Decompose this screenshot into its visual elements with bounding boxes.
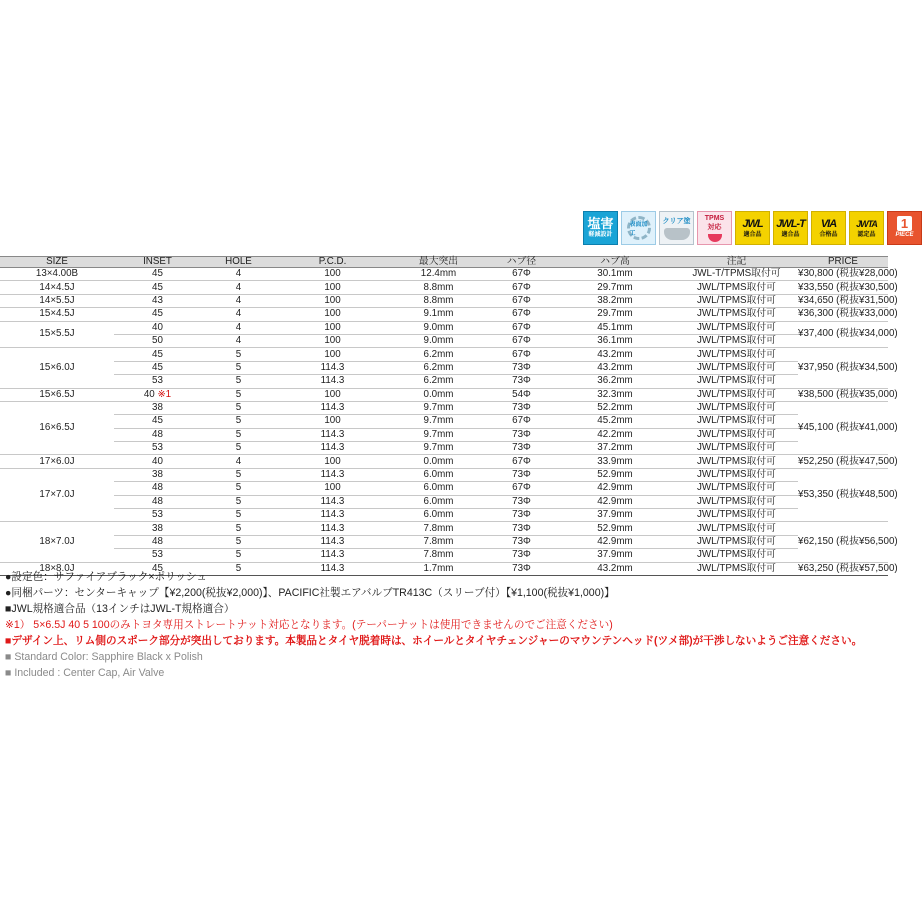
header-price: PRICE — [798, 257, 888, 268]
hub-height-cell: 37.9mm — [555, 509, 675, 522]
header-note: 注記 — [675, 257, 798, 268]
included-parts-note: ●同梱パーツ：センターキャップ【¥2,200(税抜¥2,000)】、PACIFIC社製エアバルブTR413C（スリーブ付）【¥1,100(税抜¥1,000)】 — [5, 587, 615, 599]
table-row — [0, 294, 888, 307]
pcd-cell: 114.3 — [276, 535, 389, 548]
size-cell: 15×6.0J — [0, 348, 114, 388]
hole-cell: 5 — [201, 495, 276, 508]
inset-cell: 48 — [114, 428, 201, 441]
hub-diameter-cell: 54Φ — [488, 388, 555, 401]
inset-cell: 45 — [114, 308, 201, 321]
table-row — [0, 334, 888, 347]
inset-cell: 43 — [114, 294, 201, 307]
hub-diameter-cell: 67Φ — [488, 482, 555, 495]
via-badge: VIA 合格品 — [811, 211, 846, 245]
max-protrusion-cell: 6.2mm — [389, 361, 488, 374]
hole-cell: 4 — [201, 334, 276, 347]
max-protrusion-cell: 7.8mm — [389, 522, 488, 535]
hole-cell: 5 — [201, 348, 276, 361]
table-row — [0, 442, 888, 455]
max-protrusion-cell: 0.0mm — [389, 455, 488, 468]
hole-cell: 5 — [201, 482, 276, 495]
hole-cell: 5 — [201, 361, 276, 374]
inset-cell: 45 — [114, 268, 201, 281]
hub-height-cell: 52.9mm — [555, 468, 675, 481]
inset-cell: 53 — [114, 549, 201, 562]
hole-cell: 5 — [201, 375, 276, 388]
size-cell: 13×4.00B — [0, 268, 114, 281]
inset-cell: 38 — [114, 522, 201, 535]
note-cell: JWL/TPMS取付可 — [675, 388, 798, 401]
hole-cell: 5 — [201, 428, 276, 441]
hub-diameter-cell: 73Φ — [488, 549, 555, 562]
inset-cell: 48 — [114, 535, 201, 548]
inset-cell: 40 ※1 — [114, 388, 201, 401]
header-hole: HOLE — [201, 257, 276, 268]
note-cell: JWL/TPMS取付可 — [675, 562, 798, 575]
note-cell: JWL/TPMS取付可 — [675, 495, 798, 508]
hub-height-cell: 37.9mm — [555, 549, 675, 562]
inset-cell: 50 — [114, 334, 201, 347]
hub-height-cell: 37.2mm — [555, 442, 675, 455]
table-row — [0, 455, 888, 468]
standard-color-note: ●設定色：サファイアブラック×ポリッシュ — [5, 571, 207, 583]
hub-diameter-cell: 73Φ — [488, 495, 555, 508]
table-row — [0, 321, 888, 334]
table-row — [0, 549, 888, 562]
hub-diameter-cell: 67Φ — [488, 294, 555, 307]
hub-diameter-cell: 73Φ — [488, 562, 555, 575]
pcd-cell: 114.3 — [276, 468, 389, 481]
hub-diameter-cell: 67Φ — [488, 455, 555, 468]
jwta-badge: JWTA 認定品 — [849, 211, 884, 245]
max-protrusion-cell: 6.0mm — [389, 495, 488, 508]
hole-cell: 5 — [201, 468, 276, 481]
clear-coat-badge: クリア塗 — [659, 211, 694, 245]
hole-cell: 4 — [201, 308, 276, 321]
hole-cell: 5 — [201, 388, 276, 401]
inset-cell: 45 — [114, 281, 201, 294]
max-protrusion-cell: 7.8mm — [389, 535, 488, 548]
inset-cell: 48 — [114, 495, 201, 508]
hub-diameter-cell: 67Φ — [488, 334, 555, 347]
pcd-cell: 100 — [276, 294, 389, 307]
pcd-cell: 114.3 — [276, 562, 389, 575]
max-protrusion-cell: 1.7mm — [389, 562, 488, 575]
hub-height-cell: 36.2mm — [555, 375, 675, 388]
hub-diameter-cell: 73Φ — [488, 361, 555, 374]
hub-height-cell: 43.2mm — [555, 562, 675, 575]
price-cell: ¥38,500 (税抜¥35,000) — [798, 388, 898, 400]
table-row — [0, 361, 888, 374]
hub-height-cell: 52.9mm — [555, 522, 675, 535]
note-cell: JWL/TPMS取付可 — [675, 468, 798, 481]
table-row — [0, 348, 888, 361]
price-cell: ¥34,650 (税抜¥31,500) — [798, 294, 898, 306]
note-cell: JWL/TPMS取付可 — [675, 294, 798, 307]
pcd-cell: 100 — [276, 281, 389, 294]
wheel-rim-icon — [664, 228, 690, 240]
hub-height-cell: 52.2mm — [555, 401, 675, 414]
note-cell: JWL/TPMS取付可 — [675, 361, 798, 374]
hub-diameter-cell: 67Φ — [488, 281, 555, 294]
inset-cell: 48 — [114, 482, 201, 495]
hole-cell: 5 — [201, 549, 276, 562]
hole-cell: 5 — [201, 522, 276, 535]
inset-cell: 40 — [114, 321, 201, 334]
inset-cell: 45 — [114, 361, 201, 374]
table-row — [0, 428, 888, 441]
price-cell: ¥33,550 (税抜¥30,500) — [798, 281, 898, 293]
hub-height-cell: 38.2mm — [555, 294, 675, 307]
pcd-cell: 114.3 — [276, 522, 389, 535]
hole-cell: 5 — [201, 535, 276, 548]
pcd-cell: 100 — [276, 388, 389, 401]
hole-cell: 5 — [201, 415, 276, 428]
table-row — [0, 388, 888, 401]
hub-diameter-cell: 67Φ — [488, 268, 555, 281]
gear-icon: 表面加工 — [627, 216, 651, 240]
salt-damage-badge: 塩害 軽減設計 — [583, 211, 618, 245]
hub-diameter-cell: 73Φ — [488, 468, 555, 481]
inset-cell: 53 — [114, 442, 201, 455]
max-protrusion-cell: 6.0mm — [389, 482, 488, 495]
note-cell: JWL/TPMS取付可 — [675, 321, 798, 334]
price-cell: ¥52,250 (税抜¥47,500) — [798, 455, 898, 467]
table-row — [0, 268, 888, 281]
max-protrusion-cell: 8.8mm — [389, 294, 488, 307]
max-protrusion-cell: 6.0mm — [389, 509, 488, 522]
inset-cell: 45 — [114, 415, 201, 428]
size-cell: 17×7.0J — [0, 468, 114, 522]
price-cell: ¥45,100 (税抜¥41,000) — [798, 401, 888, 455]
hub-height-cell: 29.7mm — [555, 308, 675, 321]
hub-height-cell: 45.2mm — [555, 415, 675, 428]
table-row — [0, 468, 888, 481]
jwl-t-badge: JWL-T 適合品 — [773, 211, 808, 245]
header-size: SIZE — [0, 257, 114, 268]
hub-diameter-cell: 67Φ — [488, 348, 555, 361]
hub-height-cell: 42.9mm — [555, 495, 675, 508]
pcd-cell: 100 — [276, 268, 389, 281]
hole-cell: 4 — [201, 281, 276, 294]
note-cell: JWL/TPMS取付可 — [675, 334, 798, 347]
header-hub-diameter: ハブ径 — [488, 257, 555, 268]
hub-diameter-cell: 73Φ — [488, 509, 555, 522]
header-max-protrusion: 最大突出 — [389, 257, 488, 268]
certification-badges — [583, 211, 922, 245]
size-cell: 15×6.5J — [0, 388, 114, 401]
inset-cell: 45 — [114, 562, 201, 575]
table-row — [0, 308, 888, 321]
max-protrusion-cell: 9.7mm — [389, 415, 488, 428]
inset-cell: 38 — [114, 468, 201, 481]
hole-cell: 5 — [201, 442, 276, 455]
max-protrusion-cell: 6.2mm — [389, 375, 488, 388]
table-row — [0, 535, 888, 548]
note-cell: JWL/TPMS取付可 — [675, 281, 798, 294]
max-protrusion-cell: 7.8mm — [389, 549, 488, 562]
footnote-1: ※1） 5×6.5J 40 5 100のみトヨタ専用ストレートナット対応となります。(テーパーナットは使用できませんのでご注意ください) — [5, 619, 613, 631]
table-header-row — [0, 257, 888, 268]
note-cell: JWL-T/TPMS取付可 — [675, 268, 798, 281]
hole-cell: 4 — [201, 321, 276, 334]
pcd-cell: 114.3 — [276, 442, 389, 455]
note-cell: JWL/TPMS取付可 — [675, 401, 798, 414]
hole-cell: 5 — [201, 562, 276, 575]
note-cell: JWL/TPMS取付可 — [675, 509, 798, 522]
inset-cell: 40 — [114, 455, 201, 468]
size-cell: 16×6.5J — [0, 401, 114, 455]
table-row — [0, 415, 888, 428]
price-cell: ¥36,300 (税抜¥33,000) — [798, 308, 898, 320]
price-cell: ¥30,800 (税抜¥28,000) — [798, 268, 898, 280]
hub-diameter-cell: 73Φ — [488, 522, 555, 535]
jwl-badge: JWL 適合品 — [735, 211, 770, 245]
hub-height-cell: 33.9mm — [555, 455, 675, 468]
hub-diameter-cell: 73Φ — [488, 375, 555, 388]
pcd-cell: 114.3 — [276, 401, 389, 414]
notes-section — [5, 569, 895, 681]
table-row — [0, 495, 888, 508]
surface-finish-badge — [621, 211, 656, 245]
max-protrusion-cell: 9.0mm — [389, 334, 488, 347]
price-cell: ¥53,350 (税抜¥48,500) — [798, 468, 888, 522]
hub-diameter-cell: 67Φ — [488, 308, 555, 321]
table-row — [0, 509, 888, 522]
hub-height-cell: 42.9mm — [555, 535, 675, 548]
max-protrusion-cell: 9.7mm — [389, 401, 488, 414]
hole-cell: 4 — [201, 294, 276, 307]
design-warning: ■デザイン上、リム側のスポーク部分が突出しております。本製品とタイヤ脱着時は、ホイールとタイヤチェンジャーのマウンテンヘッド(ツメ部)が干渉しないようご注意ください。 — [5, 635, 863, 647]
max-protrusion-cell: 6.2mm — [389, 348, 488, 361]
hub-diameter-cell: 67Φ — [488, 321, 555, 334]
max-protrusion-cell: 9.7mm — [389, 442, 488, 455]
tpms-icon — [708, 234, 722, 242]
hub-height-cell: 45.1mm — [555, 321, 675, 334]
included-note-en: ■ Included : Center Cap, Air Valve — [5, 667, 165, 679]
pcd-cell: 100 — [276, 334, 389, 347]
hub-diameter-cell: 73Φ — [488, 535, 555, 548]
max-protrusion-cell: 6.0mm — [389, 468, 488, 481]
hub-height-cell: 36.1mm — [555, 334, 675, 347]
size-cell: 14×5.5J — [0, 294, 114, 307]
note-cell: JWL/TPMS取付可 — [675, 415, 798, 428]
inset-cell: 38 — [114, 401, 201, 414]
header-pcd: P.C.D. — [276, 257, 389, 268]
table-row — [0, 281, 888, 294]
table-row — [0, 401, 888, 414]
max-protrusion-cell: 9.7mm — [389, 428, 488, 441]
pcd-cell: 114.3 — [276, 428, 389, 441]
pcd-cell: 100 — [276, 415, 389, 428]
table-row — [0, 375, 888, 388]
price-cell: ¥63,250 (税抜¥57,500) — [798, 562, 898, 574]
size-cell: 15×4.5J — [0, 308, 114, 321]
hub-height-cell: 43.2mm — [555, 361, 675, 374]
hub-height-cell: 30.1mm — [555, 268, 675, 281]
note-cell: JWL/TPMS取付可 — [675, 428, 798, 441]
pcd-cell: 114.3 — [276, 549, 389, 562]
jwl-compliance-note: ■JWL規格適合品（13インチはJWL-T規格適合） — [5, 603, 235, 615]
note-cell: JWL/TPMS取付可 — [675, 348, 798, 361]
pcd-cell: 100 — [276, 308, 389, 321]
note-cell: JWL/TPMS取付可 — [675, 522, 798, 535]
hole-cell: 5 — [201, 401, 276, 414]
size-cell: 17×6.0J — [0, 455, 114, 468]
price-cell: ¥37,950 (税抜¥34,500) — [798, 348, 888, 388]
price-cell: ¥62,150 (税抜¥56,500) — [798, 522, 888, 562]
pcd-cell: 100 — [276, 455, 389, 468]
hub-height-cell: 43.2mm — [555, 348, 675, 361]
table-row — [0, 522, 888, 535]
note-cell: JWL/TPMS取付可 — [675, 375, 798, 388]
size-cell: 15×5.5J — [0, 321, 114, 348]
note-cell: JWL/TPMS取付可 — [675, 482, 798, 495]
pcd-cell: 100 — [276, 482, 389, 495]
pcd-cell: 100 — [276, 348, 389, 361]
footnote-mark: ※1 — [157, 388, 172, 400]
hole-cell: 4 — [201, 268, 276, 281]
size-cell: 18×7.0J — [0, 522, 114, 562]
max-protrusion-cell: 9.0mm — [389, 321, 488, 334]
hub-height-cell: 32.3mm — [555, 388, 675, 401]
hub-height-cell: 42.9mm — [555, 482, 675, 495]
size-cell: 14×4.5J — [0, 281, 114, 294]
max-protrusion-cell: 0.0mm — [389, 388, 488, 401]
pcd-cell: 100 — [276, 321, 389, 334]
hub-diameter-cell: 73Φ — [488, 428, 555, 441]
note-cell: JWL/TPMS取付可 — [675, 535, 798, 548]
hub-diameter-cell: 73Φ — [488, 442, 555, 455]
tpms-badge: TPMS 対応 — [697, 211, 732, 245]
hub-diameter-cell: 73Φ — [488, 401, 555, 414]
note-cell: JWL/TPMS取付可 — [675, 442, 798, 455]
inset-cell: 45 — [114, 348, 201, 361]
inset-cell: 53 — [114, 375, 201, 388]
spec-table-body — [0, 268, 898, 576]
note-cell: JWL/TPMS取付可 — [675, 455, 798, 468]
header-hub-height: ハブ高 — [555, 257, 675, 268]
pcd-cell: 114.3 — [276, 509, 389, 522]
hub-diameter-cell: 67Φ — [488, 415, 555, 428]
one-piece-badge: 1 PIECE — [887, 211, 922, 245]
inset-cell: 53 — [114, 509, 201, 522]
spec-table — [0, 256, 898, 576]
standard-color-note-en: ■ Standard Color: Sapphire Black x Polish — [5, 651, 203, 663]
max-protrusion-cell: 12.4mm — [389, 268, 488, 281]
hub-height-cell: 29.7mm — [555, 281, 675, 294]
pcd-cell: 114.3 — [276, 375, 389, 388]
max-protrusion-cell: 8.8mm — [389, 281, 488, 294]
pcd-cell: 114.3 — [276, 495, 389, 508]
hole-cell: 5 — [201, 509, 276, 522]
note-cell: JWL/TPMS取付可 — [675, 308, 798, 321]
hole-cell: 4 — [201, 455, 276, 468]
note-cell: JWL/TPMS取付可 — [675, 549, 798, 562]
header-inset: INSET — [114, 257, 201, 268]
table-row — [0, 482, 888, 495]
max-protrusion-cell: 9.1mm — [389, 308, 488, 321]
price-cell: ¥37,400 (税抜¥34,000) — [798, 321, 888, 348]
size-cell: 18×8.0J — [0, 562, 114, 575]
hub-height-cell: 42.2mm — [555, 428, 675, 441]
pcd-cell: 114.3 — [276, 361, 389, 374]
